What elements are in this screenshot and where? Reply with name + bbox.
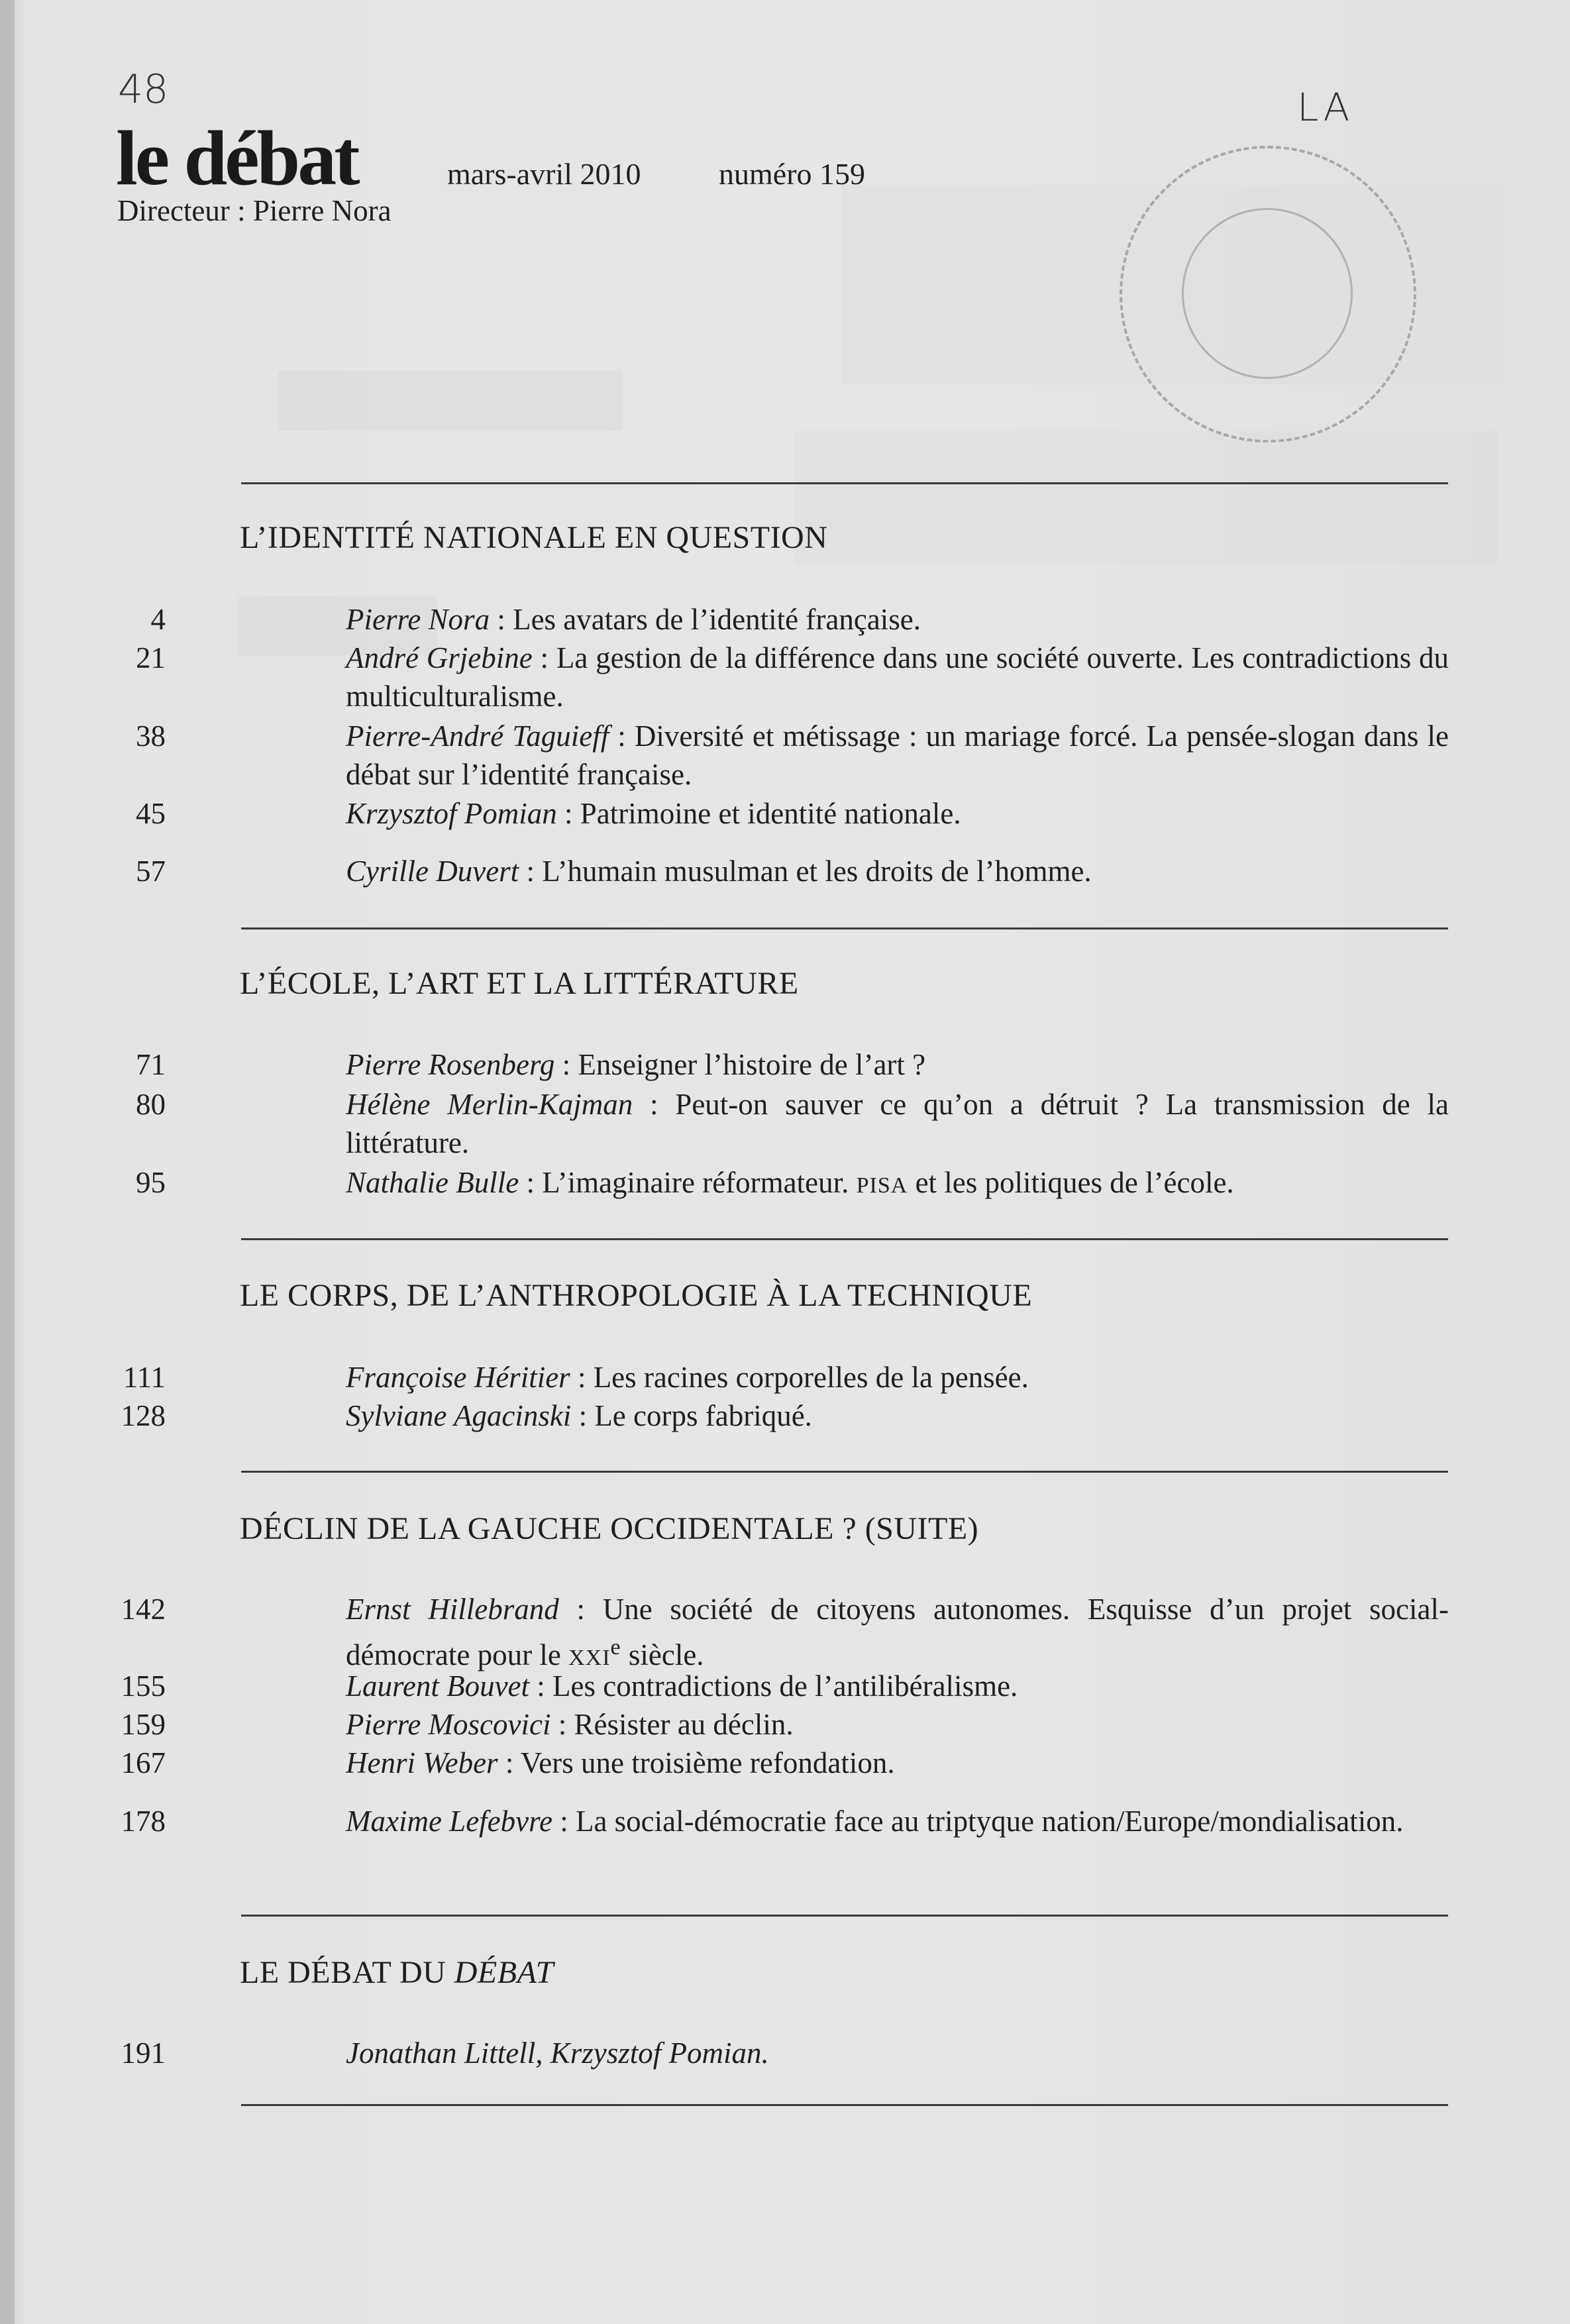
entry-page-number: 38 bbox=[136, 719, 166, 753]
entry-title: : Une société de citoyens autonomes. Esquisse d’un projet social-démocrate pour le bbox=[346, 1593, 1449, 1671]
entry-page-number: 57 bbox=[136, 855, 166, 888]
show-through-block bbox=[278, 371, 623, 431]
entry-author: Hélène Merlin-Kajman bbox=[346, 1088, 633, 1121]
entry-author: Laurent Bouvet bbox=[346, 1669, 530, 1703]
entry-author: Pierre-André Taguieff bbox=[346, 719, 609, 753]
century-superscript: e bbox=[610, 1635, 621, 1660]
entry-author: Henri Weber bbox=[346, 1746, 498, 1779]
section-rule bbox=[241, 482, 1448, 484]
entry-page-number: 21 bbox=[136, 641, 166, 674]
entry-acronym: PISA bbox=[856, 1173, 908, 1198]
entry-title: : L’imaginaire réformateur. bbox=[519, 1166, 857, 1199]
entry-title: : Les racines corporelles de la pensée. bbox=[570, 1361, 1029, 1394]
section-rule bbox=[241, 2104, 1448, 2106]
handwritten-note-top-left: 48 bbox=[118, 66, 169, 113]
entry-author: Jonathan Littell, Krzysztof Pomian. bbox=[346, 2036, 769, 2070]
entry-title: : Le corps fabriqué. bbox=[571, 1399, 812, 1432]
entry-text bbox=[346, 1358, 1449, 1397]
section-title-italic: DÉBAT bbox=[454, 1955, 554, 1990]
entry-text bbox=[346, 1744, 1449, 1782]
entry-title: : Diversité et métissage : un mariage forcé. La pensée-slogan dans le débat sur l’identité française. bbox=[346, 719, 1449, 791]
journal-logo: le débat bbox=[116, 115, 358, 201]
show-through-block bbox=[795, 431, 1497, 563]
entry-page-number: 45 bbox=[136, 797, 166, 830]
entry-text bbox=[346, 1045, 1449, 1084]
entry-title: : Les contradictions de l’antilibéralisme. bbox=[529, 1669, 1018, 1703]
entry-author: Cyrille Duvert bbox=[346, 855, 519, 888]
section-title-text: LE DÉBAT DU bbox=[240, 1955, 454, 1990]
entry-title: : Vers une troisième refondation. bbox=[497, 1746, 895, 1779]
entry-author: Ernst Hillebrand bbox=[346, 1593, 559, 1626]
entry-page-number: 95 bbox=[136, 1166, 166, 1199]
entry-page-number: 142 bbox=[121, 1593, 166, 1626]
page-edge-shadow bbox=[0, 0, 15, 2324]
entry-title-continued: et les politiques de l’école. bbox=[908, 1166, 1234, 1199]
issue-date: mars-avril 2010 bbox=[447, 157, 641, 191]
entry-title: : La social-démocratie face au triptyque nation/Europe/mondialisation. bbox=[552, 1805, 1404, 1838]
section-rule bbox=[241, 1471, 1448, 1473]
entry-page-number: 155 bbox=[121, 1669, 166, 1703]
entry-page-number: 71 bbox=[136, 1048, 166, 1081]
entry-text bbox=[346, 852, 1449, 890]
entry-title: : L’humain musulman et les droits de l’homme. bbox=[519, 855, 1092, 888]
entry-text bbox=[346, 639, 1449, 715]
entry-page-number: 111 bbox=[123, 1361, 166, 1394]
library-stamp-inner-ring bbox=[1182, 208, 1353, 379]
entry-title: : Les avatars de l’identité française. bbox=[490, 603, 921, 636]
entry-text bbox=[346, 600, 1449, 639]
entry-author: Pierre Nora bbox=[346, 603, 490, 636]
issue-number: numéro 159 bbox=[719, 157, 866, 191]
entry-text bbox=[346, 1802, 1449, 1840]
entry-title: : La gestion de la différence dans une société ouverte. Les contradictions du multiculturalisme. bbox=[346, 641, 1449, 713]
entry-text bbox=[346, 1163, 1449, 1205]
entry-text bbox=[346, 1085, 1449, 1162]
entry-page-number: 128 bbox=[121, 1399, 166, 1432]
section-rule bbox=[241, 1915, 1448, 1917]
entry-author: Nathalie Bulle bbox=[346, 1166, 519, 1199]
entry-text bbox=[346, 717, 1449, 794]
section-rule bbox=[241, 927, 1448, 929]
entry-title: : Peut-on sauver ce qu’on a détruit ? La transmission de la littérature. bbox=[346, 1088, 1449, 1159]
entry-page-number: 80 bbox=[136, 1088, 166, 1121]
section-title: L’ÉCOLE, L’ART ET LA LITTÉRATURE bbox=[240, 966, 799, 1001]
section-title: DÉCLIN DE LA GAUCHE OCCIDENTALE ? (SUITE) bbox=[240, 1511, 979, 1546]
section-title bbox=[240, 1954, 554, 1991]
century-numeral: XXI bbox=[568, 1646, 611, 1670]
entry-text bbox=[346, 1705, 1449, 1744]
entry-page-number: 159 bbox=[121, 1708, 166, 1741]
section-rule bbox=[241, 1238, 1448, 1240]
entry-author: Sylviane Agacinski bbox=[346, 1399, 572, 1432]
entry-text bbox=[346, 1667, 1449, 1705]
entry-author: André Grjebine bbox=[346, 641, 533, 674]
section-title: L’IDENTITÉ NATIONALE EN QUESTION bbox=[240, 520, 828, 555]
entry-title: : Résister au déclin. bbox=[550, 1708, 794, 1741]
entry-author: Pierre Rosenberg bbox=[346, 1048, 555, 1081]
entry-author: Maxime Lefebvre bbox=[346, 1805, 552, 1838]
entry-text bbox=[346, 2034, 1449, 2072]
entry-text bbox=[346, 1590, 1449, 1677]
entry-page-number: 178 bbox=[121, 1805, 166, 1838]
entry-title: : Enseigner l’histoire de l’art ? bbox=[554, 1048, 926, 1081]
handwritten-note-top-right: LA bbox=[1297, 85, 1354, 130]
entry-text bbox=[346, 1397, 1449, 1435]
entry-title: : Patrimoine et identité nationale. bbox=[556, 797, 961, 830]
entry-title-continued: siècle. bbox=[621, 1638, 704, 1671]
entry-author: Françoise Héritier bbox=[346, 1361, 570, 1394]
entry-author: Krzysztof Pomian bbox=[346, 797, 557, 830]
director-line: Directeur : Pierre Nora bbox=[117, 194, 392, 227]
entry-page-number: 167 bbox=[121, 1746, 166, 1779]
entry-page-number: 4 bbox=[150, 603, 166, 636]
entry-text bbox=[346, 794, 1449, 833]
entry-author: Pierre Moscovici bbox=[346, 1708, 551, 1741]
section-title: LE CORPS, DE L’ANTHROPOLOGIE À LA TECHNIQUE bbox=[240, 1278, 1033, 1313]
library-stamp bbox=[1120, 146, 1416, 443]
entry-page-number: 191 bbox=[121, 2036, 166, 2070]
